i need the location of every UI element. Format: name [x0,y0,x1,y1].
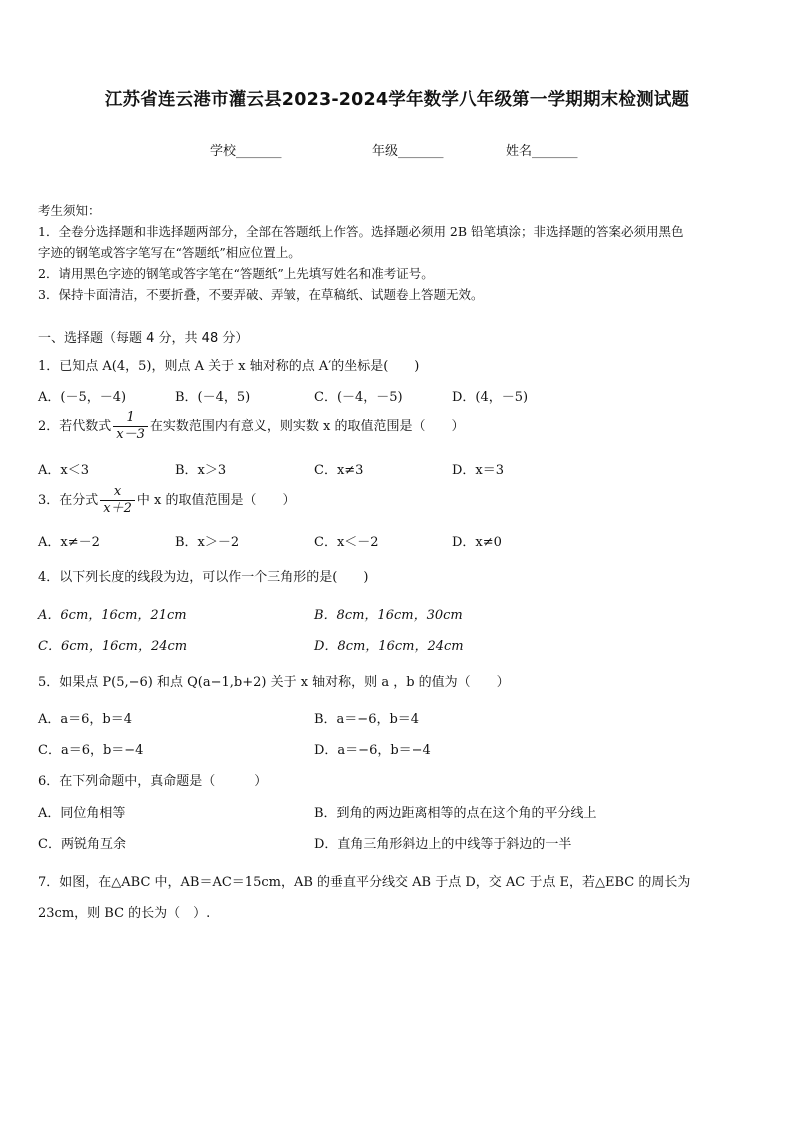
q5-option-b: B．a＝−6，b＝4 [314,712,420,727]
q4-option-c: C．6cm，16cm，24cm [38,639,188,654]
q3-option-b: B．x＞－2 [175,535,240,550]
q1-option-d: D．(4，－5) [452,390,529,405]
question-3 [38,484,296,517]
q2-denominator: x－3 [116,427,145,442]
q6-option-c: C．两锐角互余 [38,837,126,852]
school-field: 学校_______ [210,144,282,159]
q3-option-a: A．x≠－2 [38,535,100,550]
page-title: 江苏省连云港市灌云县2023-2024学年数学八年级第一学期期末检测试题 [104,90,690,110]
q1-option-a: A．(－5，－4) [38,390,127,405]
q4-option-b: B．8cm，16cm，30cm [314,608,463,623]
notice-item-3: 3．保持卡面清洁，不要折叠，不要弄破、弄皱，在草稿纸、试题卷上答题无效。 [38,287,484,302]
q3-option-d: D．x≠0 [452,535,502,550]
q6-option-b: B．到角的两边距离相等的点在这个角的平分线上 [314,806,597,821]
q4-option-a: A．6cm，16cm，21cm [38,608,187,623]
q6-option-a: A．同位角相等 [38,806,126,821]
q5-option-c: C．a＝6，b＝−4 [38,743,144,758]
q5-option-a: A．a＝6，b＝4 [38,712,133,727]
q3-numerator: x [100,484,135,501]
q2-fraction [113,410,148,443]
q3-suffix: 中 x 的取值范围是（ ） [136,493,296,508]
q2-prefix: 2．若代数式 [38,419,112,434]
question-2 [38,410,465,443]
q1-option-b: B．(－4，5) [175,390,251,405]
q6-option-d: D．直角三角形斜边上的中线等于斜边的一半 [314,837,572,852]
question-5: 5．如果点 P(5,−6) 和点 Q(a−1,b+2) 关于 x 轴对称，则 a ，b 的值为（ ） [38,675,510,690]
q3-fraction [100,484,135,517]
question-6: 6．在下列命题中，真命题是（ ） [38,774,268,789]
q4-option-d: D．8cm，16cm，24cm [314,639,464,654]
q3-option-c: C．x＜－2 [314,535,379,550]
q2-numerator: 1 [113,410,148,427]
q3-prefix: 3．在分式 [38,493,99,508]
q1-option-c: C．(－4，－5) [314,390,403,405]
notice-head: 考生须知： [38,203,101,218]
question-1: 1．已知点 A(4，5)，则点 A 关于 x 轴对称的点 A′的坐标是( ) [38,359,420,374]
notice-item-1: 1．全卷分选择题和非选择题两部分，全部在答题纸上作答。选择题必须用 2B 铅笔填涂；非选择题的答案必须用黑色 [38,224,684,239]
grade-field: 年级_______ [372,144,444,159]
section-heading: 一、选择题（每题 4 分，共 48 分） [38,331,249,346]
q5-option-d: D．a＝−6，b＝−4 [314,743,431,758]
q2-option-b: B．x＞3 [175,463,227,478]
q2-option-d: D．x＝3 [452,463,505,478]
q2-option-a: A．x＜3 [38,463,89,478]
notice-item-2: 2．请用黑色字迹的钢笔或答字笔在“答题纸”上先填写姓名和准考证号。 [38,266,434,281]
question-7-line-1: 7．如图，在△ABC 中，AB＝AC＝15cm，AB 的垂直平分线交 AB 于点 D，交 AC 于点 E，若△EBC 的周长为 [38,875,691,890]
name-field: 姓名_______ [506,144,578,159]
question-7-line-2: 23cm，则 BC 的长为（ ）. [38,906,211,921]
q3-denominator: x＋2 [103,501,132,516]
q2-suffix: 在实数范围内有意义，则实数 x 的取值范围是（ ） [149,419,465,434]
notice-item-1-cont: 字迹的钢笔或答字笔写在“答题纸”相应位置上。 [38,245,301,260]
question-4: 4．以下列长度的线段为边，可以作一个三角形的是( ) [38,570,369,585]
q2-option-c: C．x≠3 [314,463,364,478]
